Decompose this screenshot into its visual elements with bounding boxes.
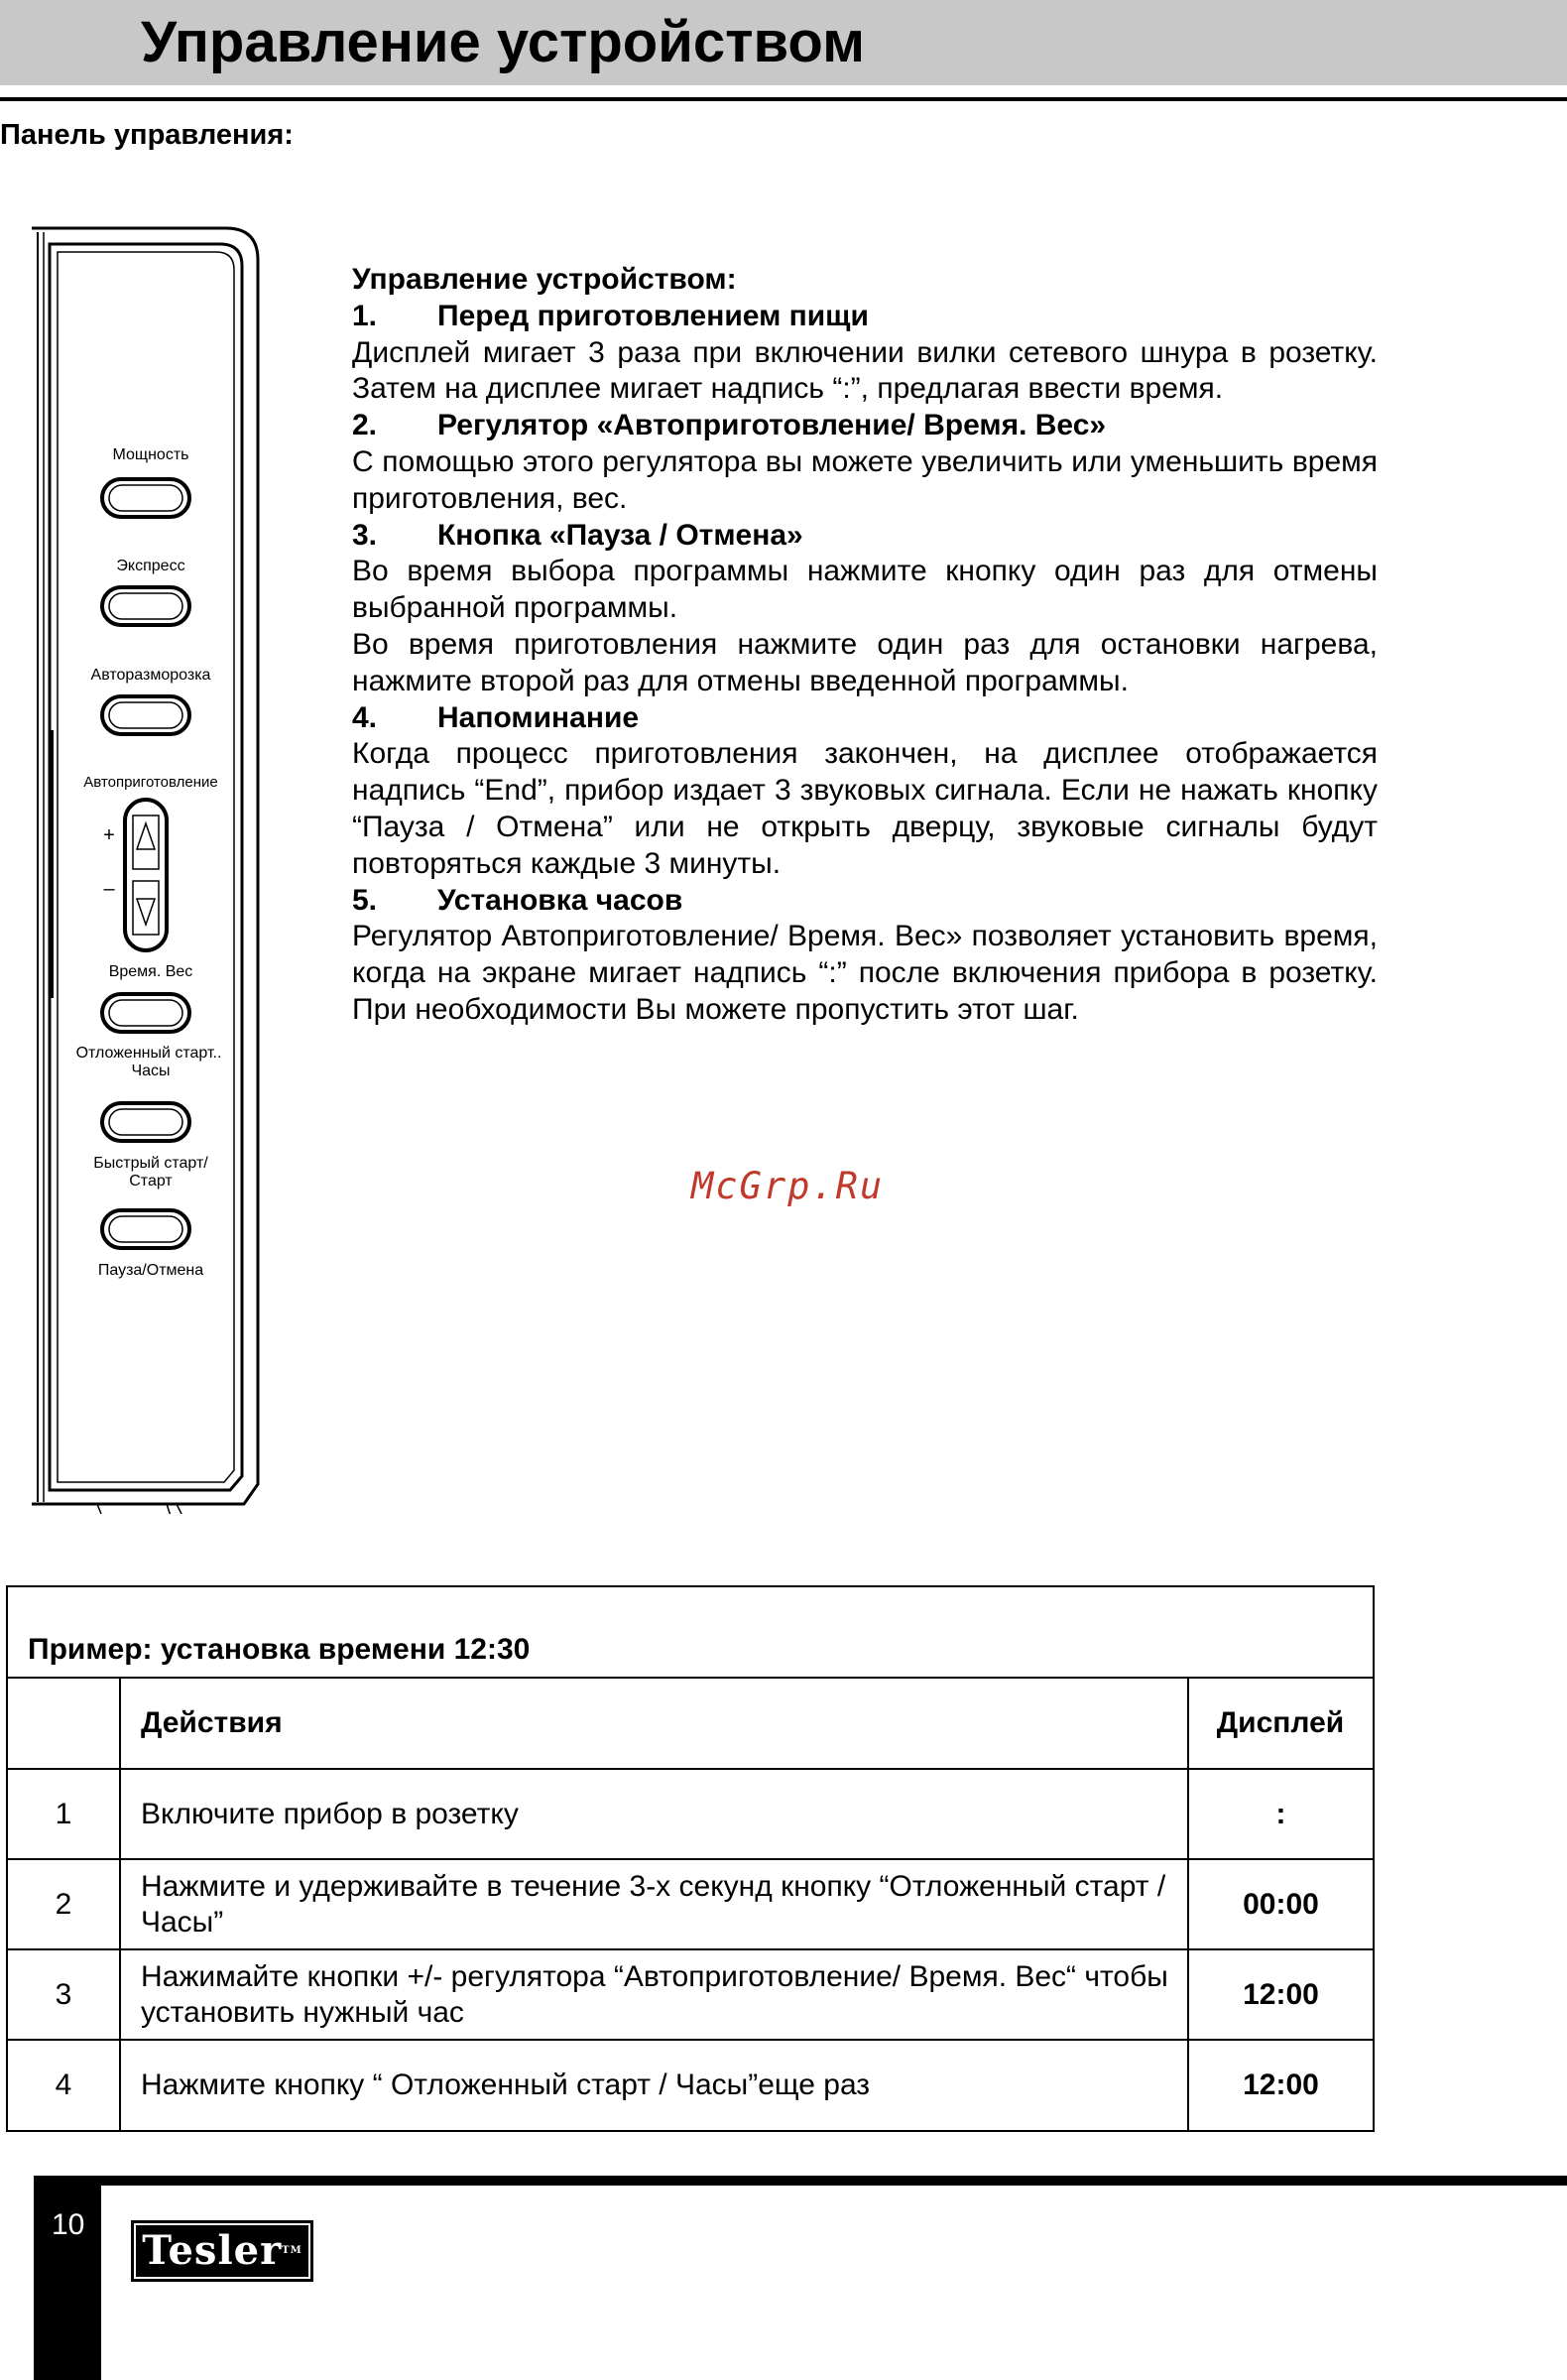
section-title: Установка часов (437, 883, 683, 917)
quick-start-button[interactable] (93, 1103, 208, 1190)
example-caption: Пример: установка времени 12:30 (8, 1587, 1373, 1679)
rocker-label-top: Автоприготовление (83, 774, 218, 791)
power-button-label: Мощность (112, 446, 189, 463)
table-header-row (8, 1679, 1373, 1769)
section-number: 5. (352, 883, 378, 917)
section-title: Напоминание (437, 700, 640, 734)
auto-cook-weight-rocker[interactable] (83, 774, 217, 980)
down-arrow-icon[interactable] (137, 899, 155, 925)
step-number: 3 (8, 1949, 120, 2040)
section-number: 3. (352, 518, 378, 552)
quick-start-label-line1: Быстрый старт/ (93, 1155, 208, 1172)
brand-logo (131, 2220, 313, 2282)
table-row (8, 2040, 1373, 2130)
table-row (8, 1859, 1373, 1949)
pause-cancel-button[interactable] (98, 1210, 203, 1279)
section-number: 1. (352, 299, 378, 332)
section-4-text: Когда процесс приготовления закончен, на дисплее отображается надпись “End”, прибор издает 3 звуковых сигнала. Если не нажать кнопку “Пауза / Отмена” или не открыть дверцу, звуковые сигналы будут повторяться каждые 3 минуты. (352, 737, 1378, 880)
section-number: 2. (352, 409, 378, 442)
auto-defrost-button[interactable] (91, 667, 211, 734)
section-1-text: Дисплей мигает 3 раза при включении вилки сетевого шнура в розетку. Затем на дисплее мигает надпись “:”, предлагая ввести время. (352, 335, 1378, 406)
section-5-text: Регулятор Автоприготовление/ Время. Вес» позволяет установить время, когда на экране мигает надпись “:” после включения прибора в розетку. При необходимости Вы можете пропустить этот шаг. (352, 920, 1378, 1026)
step-number: 4 (8, 2040, 120, 2130)
step-number: 2 (8, 1859, 120, 1949)
step-number: 1 (8, 1769, 120, 1859)
step-action: Нажимайте кнопки +/- регулятора “Автоприготовление/ Время. Вес“ чтобы установить нужный час (120, 1949, 1188, 2040)
minus-sign: – (103, 878, 115, 900)
page-number: 10 (52, 2208, 85, 2241)
step-display: : (1188, 1769, 1373, 1859)
footer-rule (34, 2176, 1567, 2186)
section-title: Кнопка «Пауза / Отмена» (437, 518, 803, 552)
section-2-heading (352, 408, 1378, 444)
delay-start-label-line1: Отложенный старт.. (75, 1045, 222, 1062)
watermark: McGrp.Ru (691, 1165, 885, 1207)
section-number: 4. (352, 700, 378, 734)
up-arrow-icon[interactable] (137, 823, 155, 849)
express-button-label: Экспресс (116, 558, 185, 574)
control-panel-illustration (28, 224, 266, 1514)
plus-sign: + (103, 824, 115, 846)
rocker-label-bottom: Время. Вес (108, 963, 193, 980)
express-button[interactable] (102, 558, 189, 625)
step-display: 12:00 (1188, 1949, 1373, 2040)
auto-defrost-button-label: Авторазморозка (90, 667, 211, 684)
power-button[interactable] (102, 446, 189, 517)
column-header-actions: Действия (120, 1679, 1188, 1769)
step-display: 12:00 (1188, 2040, 1373, 2130)
table-row (8, 1949, 1373, 2040)
footer-bar (34, 2176, 101, 2380)
example-table (8, 1679, 1373, 2130)
step-action: Включите прибор в розетку (120, 1769, 1188, 1859)
section-3-text-1: Во время выбора программы нажмите кнопку один раз для отмены выбранной программы. (352, 555, 1378, 625)
section-3-heading (352, 518, 1378, 555)
example-table-block (6, 1585, 1375, 2132)
step-display: 00:00 (1188, 1859, 1373, 1949)
section-4-heading (352, 700, 1378, 737)
panel-label: Панель управления: (0, 119, 294, 151)
section-3-text-2: Во время приготовления нажмите один раз для остановки нагрева, нажмите второй раз для отмены введенной программы. (352, 627, 1378, 697)
section-5-heading (352, 883, 1378, 920)
pause-cancel-label: Пауза/Отмена (97, 1262, 204, 1279)
section-1-heading (352, 299, 1378, 335)
column-header-display: Дисплей (1188, 1679, 1373, 1769)
header-rule (0, 97, 1567, 101)
section-2-text: С помощью этого регулятора вы можете увеличить или уменьшить время приготовления, вес. (352, 444, 1378, 515)
quick-start-label-line2: Старт (129, 1173, 173, 1190)
step-action: Нажмите кнопку “ Отложенный старт / Часы”еще раз (120, 2040, 1188, 2130)
delay-start-clock-button[interactable] (76, 994, 222, 1079)
step-action: Нажмите и удерживайте в течение 3-х секунд кнопку “Отложенный старт / Часы” (120, 1859, 1188, 1949)
instructions (352, 262, 1378, 1029)
delay-start-label-line2: Часы (131, 1063, 171, 1079)
brand-logo-text: Tesler (142, 2227, 283, 2274)
trademark-mark: TM (282, 2245, 302, 2256)
instructions-heading: Управление устройством: (352, 263, 737, 296)
page-title: Управление устройством (141, 10, 865, 74)
table-row (8, 1769, 1373, 1859)
section-title: Перед приготовлением пищи (437, 299, 869, 332)
column-header-num (8, 1679, 120, 1769)
section-title: Регулятор «Автоприготовление/ Время. Вес» (437, 409, 1107, 442)
